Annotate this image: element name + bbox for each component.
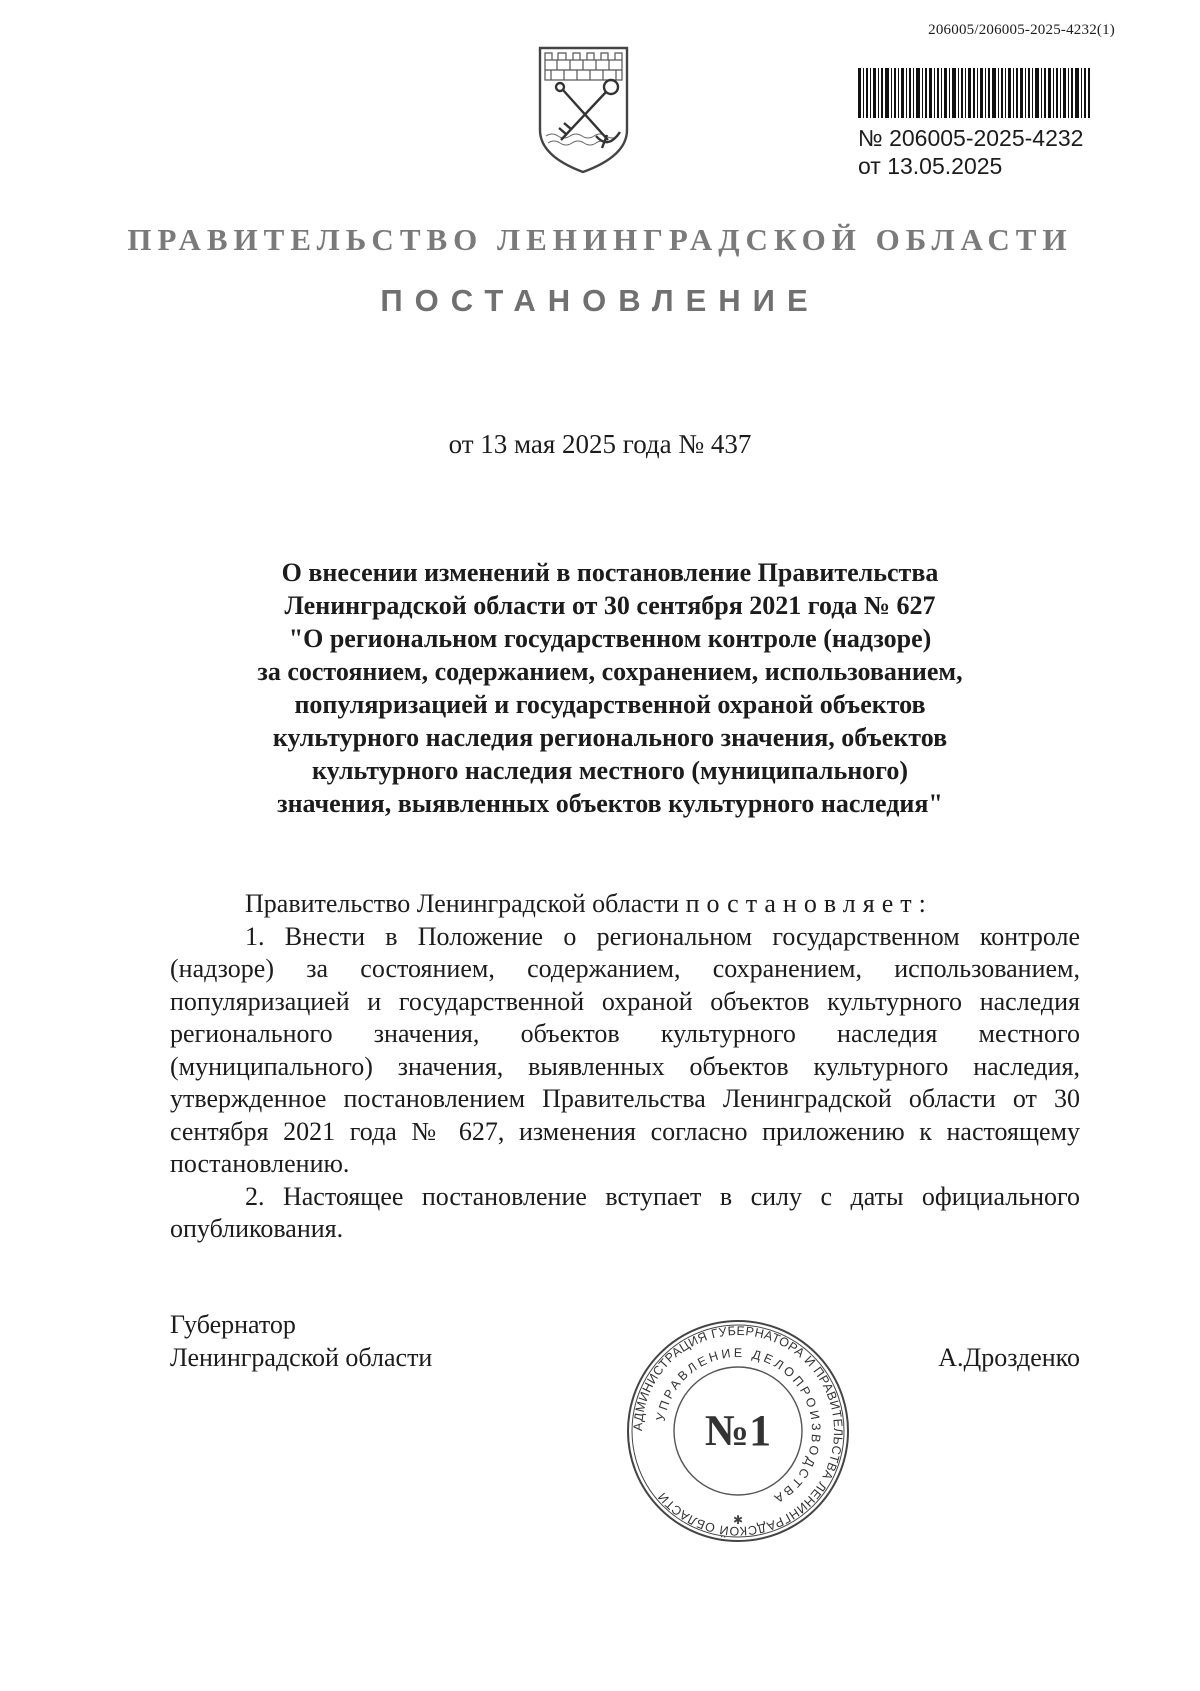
signer-name: А.Дрозденко [938, 1343, 1080, 1372]
barcode-icon [858, 68, 1090, 118]
official-stamp-icon [625, 1318, 851, 1544]
body-paragraph-2: 2. Настоящее постановление вступает в силу с даты официального опубликования. [170, 1181, 1080, 1243]
subject-line: культурного наследия регионального значения, объектов [272, 723, 948, 752]
document-date-number: от 13 мая 2025 года № 437 [448, 429, 752, 459]
signer-region: Ленинградской области [170, 1343, 433, 1372]
subject-line: культурного наследия местного (муниципального) [312, 756, 908, 785]
intro-verb: постановляет: [685, 889, 933, 918]
subject-line: значения, выявленных объектов культурного наследия" [277, 789, 943, 818]
document-reference: 206005/206005-2025-4232(1) [928, 22, 1115, 38]
stamp-outer-text: АДМИНИСТРАЦИЯ ГУБЕРНАТОРА И ПРАВИТЕЛЬСТВА ЛЕНИНГРАДСКОЙ ОБЛАСТИ [630, 1323, 846, 1539]
coat-of-arms-icon [536, 44, 631, 178]
body-paragraph-1: 1. Внести в Положение о региональном государственном контроле (надзоре) за состоянием, содержанием, сохранением, использованием, популяризацией и государственной охраной объектов культурного наследия регионального значения, объектов культурного наследия местного (муниципального) значения, выявленных объектов культурного наследия, утвержденное постановлением Правительства Ленинградской области от 30 сентября 2021 года № 627, изменения согласно приложению к настоящему постановлению. [170, 921, 1080, 1178]
document-body [170, 888, 1080, 1246]
subject-line: Ленинградской области от 30 сентября 2021 года № 627 [284, 591, 936, 620]
document-subject [150, 556, 1070, 820]
registration-date: от 13.05.2025 [858, 153, 1003, 179]
stamp-center-number: №1 [704, 1406, 772, 1455]
body-intro [245, 888, 1080, 921]
subject-line: за состоянием, содержанием, сохранением, использованием, [257, 657, 963, 686]
subject-line: популяризацией и государственной охраной объектов [294, 690, 926, 719]
subject-line: О внесении изменений в постановление Правительства [281, 558, 939, 587]
registration-number: № 206005-2025-4232 [858, 125, 1084, 151]
government-title: ПРАВИТЕЛЬСТВО ЛЕНИНГРАДСКОЙ ОБЛАСТИ [127, 222, 1073, 257]
subject-line: "О региональном государственном контроле (надзоре) [288, 624, 932, 653]
registration-block [858, 68, 1113, 180]
intro-subject: Правительство Ленинградской области [245, 889, 680, 918]
document-type-title: ПОСТАНОВЛЕНИЕ [380, 283, 820, 318]
stamp-inner-text: УПРАВЛЕНИЕ ДЕЛОПРОИЗВОДСТВА [653, 1345, 824, 1507]
signer-title: Губернатор [170, 1310, 296, 1339]
stamp-star-icon: ✱ [732, 1513, 744, 1527]
